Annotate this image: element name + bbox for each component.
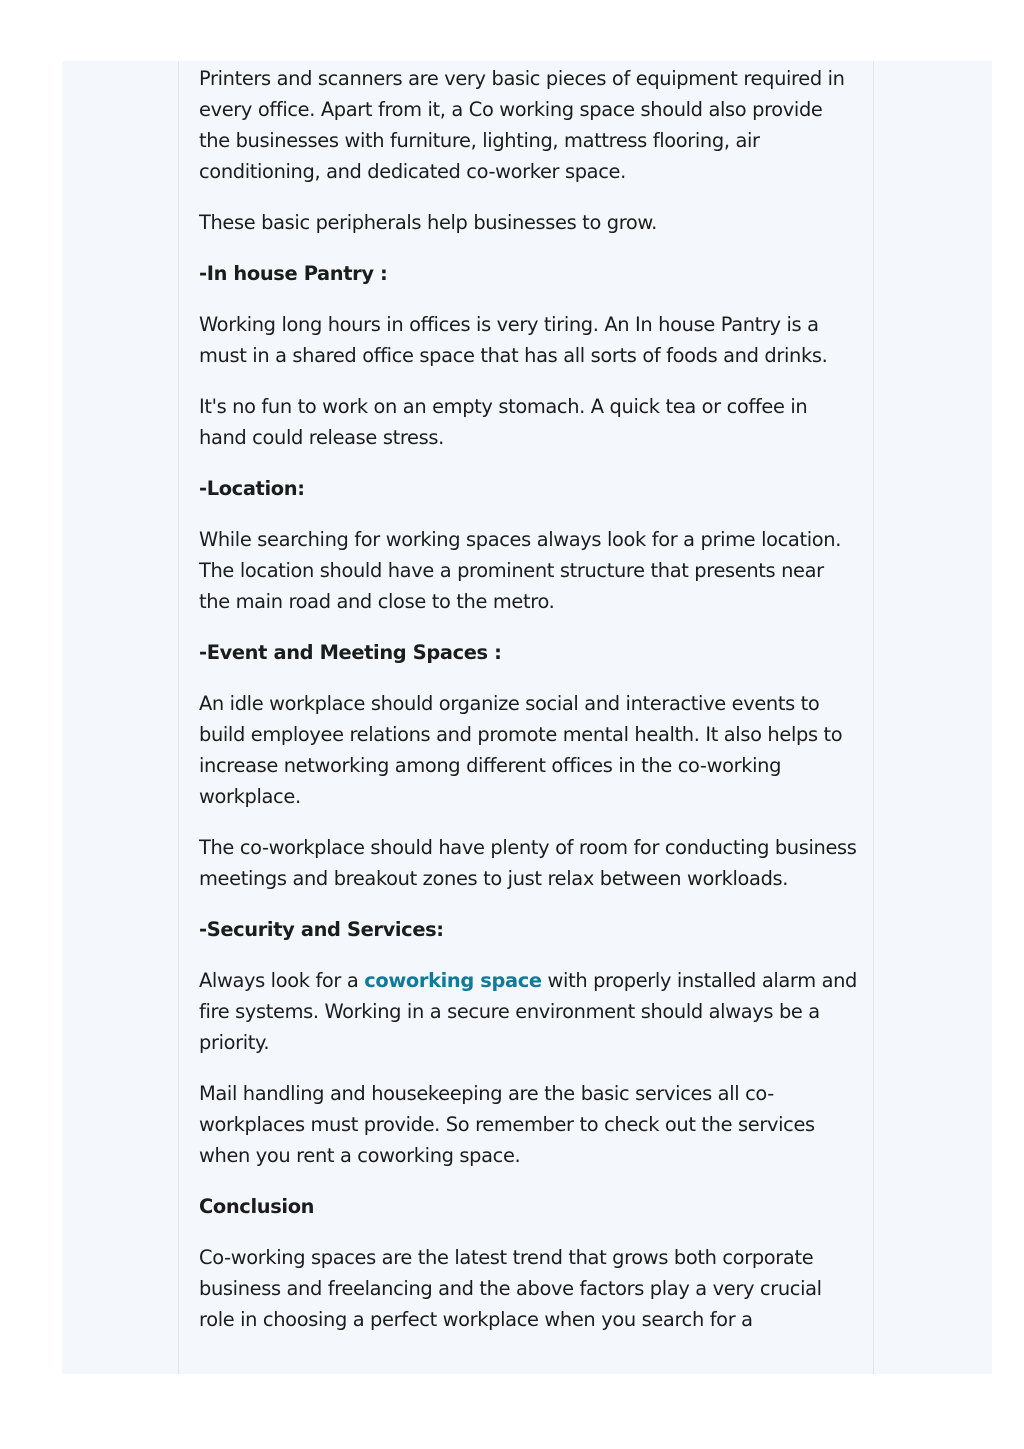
heading-location: -Location:	[199, 477, 305, 500]
paragraph-security	[199, 965, 859, 1058]
heading-conclusion: Conclusion	[199, 1195, 315, 1218]
coworking-space-link[interactable]: coworking space	[364, 969, 542, 992]
paragraph-events: An idle workplace should organize social and interactive events to build employee relations and promote mental health. It also helps to increase networking among different offices in the co-working workplace.	[199, 692, 843, 808]
security-text-before: Always look for a	[199, 969, 365, 992]
article-column	[178, 61, 874, 1374]
paragraph-empty-stomach: It's no fun to work on an empty stomach. A quick tea or coffee in hand could release stress.	[199, 395, 808, 449]
paragraph-conclusion: Co-working spaces are the latest trend that grows both corporate business and freelancing and the above factors play a very crucial role in choosing a perfect workplace when you search for a	[199, 1246, 822, 1331]
heading-security: -Security and Services:	[199, 918, 444, 941]
heading-pantry: -In house Pantry :	[199, 262, 388, 285]
paragraph-equipment: Printers and scanners are very basic pieces of equipment required in every office. Apart from it, a Co working space should also provide the businesses with furniture, lighting, mattress flooring, air conditioning, and dedicated co-worker space.	[199, 67, 845, 183]
paragraph-peripherals: These basic peripherals help businesses to grow.	[199, 211, 657, 234]
paragraph-location: While searching for working spaces always look for a prime location. The location should have a prominent structure that presents near the main road and close to the metro.	[199, 528, 842, 613]
paragraph-services: Mail handling and housekeeping are the basic services all co-workplaces must provide. So remember to check out the services when you rent a coworking space.	[199, 1082, 815, 1167]
security-text-after: with properly installed alarm and fire systems. Working in a secure environment should always be a priority.	[199, 969, 857, 1054]
paragraph-pantry: Working long hours in offices is very tiring. An In house Pantry is a must in a shared office space that has all sorts of foods and drinks.	[199, 313, 828, 367]
paragraph-meetings: The co-workplace should have plenty of room for conducting business meetings and breakout zones to just relax between workloads.	[199, 836, 857, 890]
article-content	[199, 61, 859, 1355]
heading-event-meeting: -Event and Meeting Spaces :	[199, 641, 502, 664]
